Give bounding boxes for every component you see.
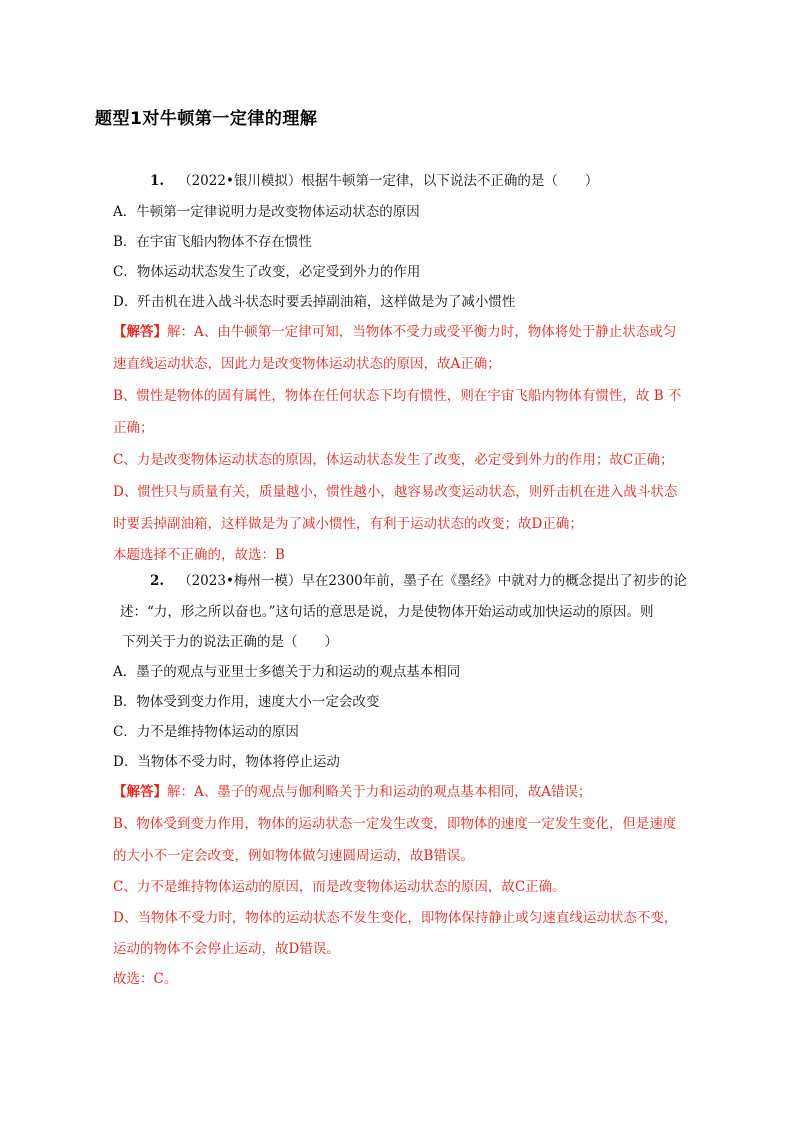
question-1-option-b: B．在宇宙飞船内物体不存在惯性	[113, 234, 312, 250]
question-1-stem	[150, 172, 598, 190]
question-2-option-b: B．物体受到变力作用，速度大小一定会改变	[113, 694, 380, 710]
question-2-answer-line-5: D、当物体不受力时，物体的运动状态不发生变化，即物体保持静止或匀速直线运动状态不变，	[113, 910, 678, 926]
question-2-answer-line-7: 故选：C。	[113, 971, 178, 987]
question-2-answer-line-3: 的大小不一定会改变，例如物体做匀速圆周运动，故B错误。	[113, 848, 474, 864]
question-2-number: 2.	[150, 573, 165, 589]
question-1-answer-line-4: 正确；	[113, 420, 154, 436]
question-1-answer-tag: 【解答】	[113, 324, 167, 340]
question-2-answer-line-1	[113, 783, 592, 801]
question-1-answer-line-2: 速直线运动状态，因此力是改变物体运动状态的原因，故A正确；	[113, 356, 501, 372]
question-2-stem-line-1	[150, 572, 687, 590]
question-2-option-c: C．力不是维持物体运动的原因	[113, 724, 299, 740]
question-2-option-d: D．当物体不受力时，物体将停止运动	[113, 754, 340, 770]
question-1-answer-line-6: D、惯性只与质量有关，质量越小，惯性越小，越容易改变运动状态，则歼击机在进入战斗状态	[113, 484, 678, 500]
question-2-answer-tag: 【解答】	[113, 784, 167, 800]
question-2-stem-line-2: 述：“力，形之所以奋也。”这句话的意思是说，力是使物体开始运动或加快运动的原因。则	[120, 604, 654, 620]
question-2-answer-line-4: C、力不是维持物体运动的原因，而是改变物体运动状态的原因，故C正确。	[113, 879, 566, 895]
question-1-answer-text-1: 解：A、由牛顿第一定律可知，当物体不受力或受平衡力时，物体将处于静止状态或匀	[167, 324, 677, 340]
question-1-stem-text: （2022•银川模拟）根据牛顿第一定律，以下说法不正确的是（ ）	[178, 173, 599, 189]
question-1-answer-line-3: B、惯性是物体的固有属性，物体在任何状态下均有惯性，则在宇宙飞船内物体有惯性，故 B 不	[113, 388, 682, 404]
question-2-stem-text-1: （2023•梅州一模）早在2300年前，墨子在《墨经》中就对力的概念提出了初步的论	[178, 573, 687, 589]
question-1-answer-line-1	[113, 323, 676, 341]
question-2-answer-text-1: 解：A、墨子的观点与伽利略关于力和运动的观点基本相同，故A错误；	[167, 784, 592, 800]
question-1-option-d: D．歼击机在进入战斗状态时要丢掉副油箱，这样做是为了减小惯性	[113, 294, 516, 310]
question-1-answer-line-8: 本题选择不正确的，故选：B	[113, 547, 285, 563]
question-1-number: 1.	[150, 173, 165, 189]
question-1-option-a: A．牛顿第一定律说明力是改变物体运动状态的原因	[113, 204, 420, 220]
question-1-answer-line-7: 时要丢掉副油箱，这样做是为了减小惯性，有利于运动状态的改变；故D正确；	[113, 516, 583, 532]
question-1-answer-line-5: C、力是改变物体运动状态的原因，体运动状态发生了改变，必定受到外力的作用；故C正确；	[113, 452, 674, 468]
question-1-option-c: C．物体运动状态发生了改变，必定受到外力的作用	[113, 264, 421, 280]
question-2-stem-line-3: 下列关于力的说法正确的是（ ）	[122, 634, 338, 650]
question-2-option-a: A．墨子的观点与亚里士多德关于力和运动的观点基本相同	[113, 664, 461, 680]
question-2-answer-line-6: 运动的物体不会停止运动，故D错误。	[113, 941, 340, 957]
question-2-answer-line-2: B、物体受到变力作用，物体的运动状态一定发生改变，即物体的速度一定发生变化，但是速度	[113, 816, 677, 832]
section-title: 题型1对牛顿第一定律的理解	[95, 109, 318, 129]
